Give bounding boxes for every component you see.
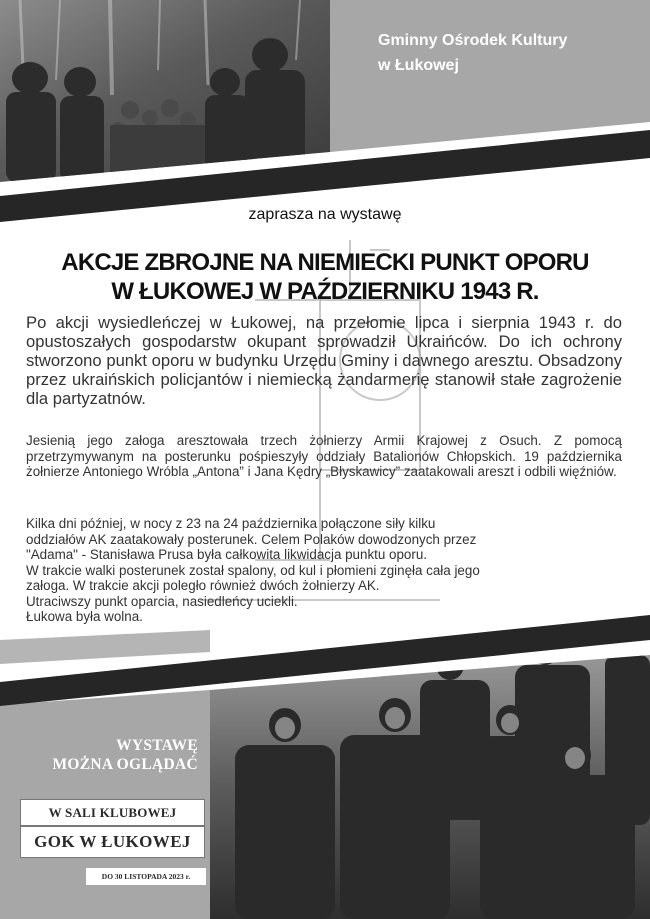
top-photo [0, 0, 330, 182]
exhibition-line-2: MOŻNA OGLĄDAĆ [52, 756, 198, 773]
organizer-name [378, 28, 628, 78]
invitation-text: zaprasza na wystawę [248, 206, 402, 223]
paragraph-2: Jesienią jego załoga aresztowała trzech żołnierzy Armii Krajowej z Osuch. Z pomocą przetrzymywanym na posterunku pośpieszyły oddziały Batalionów Chłopskich. 19 października żołnierze Antoniego Wróbla „Antona” i Jana Kędry „Błyskawicy” zaatakowali areszt i odbili więźniów. [26, 433, 622, 479]
paragraph-3-line: oddziałów AK zaatakowały posterunek. Celem Polaków dowodzonych przez [26, 531, 477, 547]
date-badge [86, 868, 206, 885]
venue-box-2 [20, 826, 205, 858]
exhibition-heading [20, 736, 198, 774]
venue-line-1: W SALI KLUBOWEJ [48, 805, 177, 820]
paragraph-1: Po akcji wysiedleńczej w Łukowej, na przełomie lipca i sierpnia 1943 r. do opustoszałych gospodarstw okupant sprowadził Ukraińców. Do ich ochrony stworzono punkt oporu w budynku Urzędu Gminy i dawnego aresztu. Obsadzony przez ukraińskich policjantów i niemiecką żandarmerię stanowił stałe zagrożenie dla partyzatnów. [26, 313, 622, 408]
title-line-1: AKCJE ZBROJNE NA NIEMIECKI PUNKT OPORU [61, 249, 589, 276]
paragraph-3-line: Utraciwszy punkt oparcia, nasiedleńcy uciekli. [26, 593, 298, 609]
exhibition-line-1: WYSTAWĘ [116, 737, 198, 754]
paragraph-3-line: Łukowa była wolna. [26, 609, 143, 624]
paragraph-3-line: "Adama" - Stanisława Prusa była całkowita likwidacja punktu oporu. [26, 547, 428, 562]
paragraph-3-line: załoga. W trakcie akcji poległo również dwóch żołnierzy AK. [26, 578, 380, 593]
date-text: DO 30 LISTOPADA 2023 r. [101, 872, 191, 881]
paragraph-3-line: W trakcie walki posterunek został spalony, od kul i płomieni zginęła cała jego [26, 562, 480, 578]
left-gray-band [0, 630, 210, 664]
exhibition-title [30, 248, 620, 306]
paragraph-3-line: Kilka dni później, w nocy z 23 na 24 października połączone siły kilku [26, 516, 436, 531]
paragraph-3 [26, 516, 622, 625]
organizer-line-2: w Łukowej [378, 57, 459, 74]
venue-box-1 [20, 799, 205, 826]
title-line-2: W ŁUKOWEJ W PAŹDZIERNIKU 1943 R. [111, 278, 539, 305]
organizer-line-1: Gminny Ośrodek Kultury [378, 32, 568, 49]
venue-line-2: GOK W ŁUKOWEJ [34, 832, 191, 851]
